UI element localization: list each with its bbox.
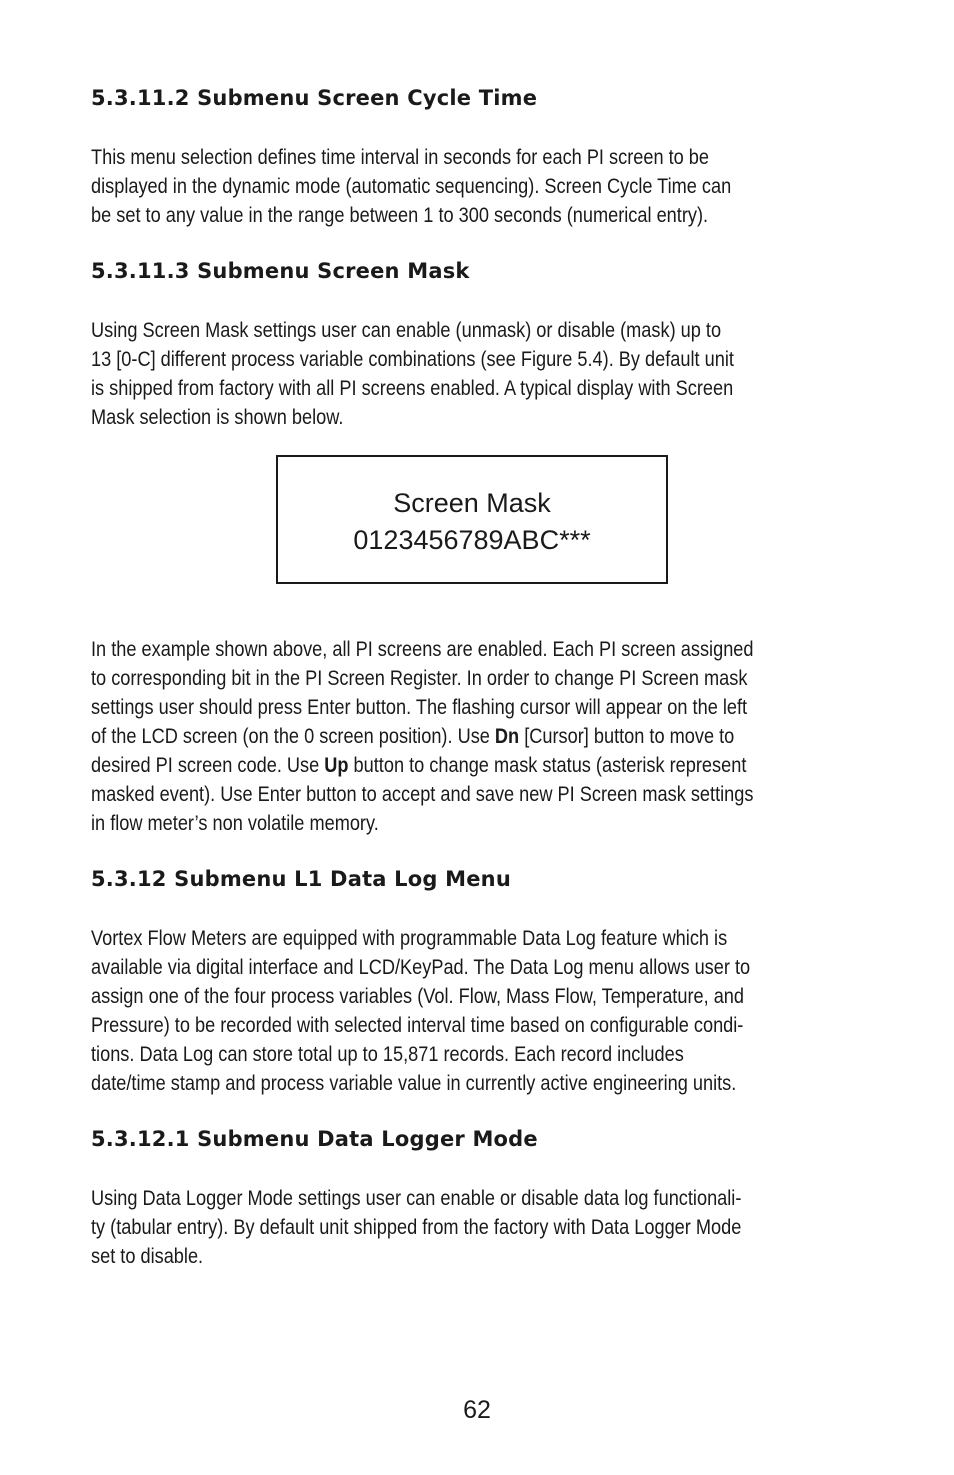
paragraph-data-log-menu	[91, 924, 865, 1098]
text-line: Using Data Logger Mode settings user can enable or disable data log functionali-	[91, 1186, 742, 1210]
text-line: Using Screen Mask settings user can enable (unmask) or disable (mask) up to	[91, 318, 722, 342]
paragraph-data-logger-mode	[91, 1184, 865, 1271]
lcd-display-example	[276, 455, 668, 584]
text-line	[91, 722, 745, 751]
text-line: In the example shown above, all PI screens are enabled. Each PI screen assigned	[91, 637, 754, 661]
section-heading-data-logger-mode: 5.3.12.1 Submenu Data Logger Mode	[91, 1127, 538, 1151]
text-fragment: button to change mask status (asterisk represent	[348, 753, 747, 777]
page-number: 62	[463, 1396, 491, 1424]
text-line: be set to any value in the range between 1 to 300 seconds (numerical entry).	[91, 203, 709, 227]
paragraph-screen-mask-intro	[91, 316, 865, 432]
text-fragment: of the LCD screen (on the 0 screen position). Use	[91, 724, 495, 748]
text-line: masked event). Use Enter button to accept and save new PI Screen mask settings	[91, 782, 754, 806]
lcd-line-mask-value: 0123456789ABC***	[353, 525, 591, 555]
text-line: set to disable.	[91, 1244, 204, 1268]
lcd-line-title: Screen Mask	[393, 488, 551, 518]
text-line: available via digital interface and LCD/KeyPad. The Data Log menu allows user to	[91, 955, 751, 979]
text-line: 13 [0-C] different process variable combinations (see Figure 5.4). By default unit	[91, 347, 734, 371]
paragraph-screen-mask-details	[91, 635, 865, 838]
text-line: is shipped from factory with all PI screens enabled. A typical display with Screen	[91, 376, 734, 400]
text-line: Mask selection is shown below.	[91, 405, 344, 429]
text-line: ty (tabular entry). By default unit shipped from the factory with Data Logger Mode	[91, 1215, 742, 1239]
dn-button-reference: Dn	[494, 724, 520, 748]
paragraph-screen-cycle-time	[91, 143, 865, 230]
text-line: assign one of the four process variables (Vol. Flow, Mass Flow, Temperature, and	[91, 984, 745, 1008]
text-fragment: desired PI screen code. Use	[91, 753, 325, 777]
text-line: date/time stamp and process variable value in currently active engineering units.	[91, 1071, 737, 1095]
text-line: settings user should press Enter button. The flashing cursor will appear on the left	[91, 695, 748, 719]
text-line	[91, 751, 745, 780]
text-line: tions. Data Log can store total up to 15,871 records. Each record includes	[91, 1042, 684, 1066]
text-line: Pressure) to be recorded with selected interval time based on configurable condi-	[91, 1013, 744, 1037]
section-heading-screen-cycle-time: 5.3.11.2 Submenu Screen Cycle Time	[91, 86, 538, 110]
text-line: in flow meter’s non volatile memory.	[91, 811, 379, 835]
section-heading-screen-mask: 5.3.11.3 Submenu Screen Mask	[91, 259, 470, 283]
text-line: This menu selection defines time interval in seconds for each PI screen to be	[91, 145, 710, 169]
section-heading-data-log-menu: 5.3.12 Submenu L1 Data Log Menu	[91, 867, 511, 891]
text-line: displayed in the dynamic mode (automatic sequencing). Screen Cycle Time can	[91, 174, 732, 198]
text-line: Vortex Flow Meters are equipped with programmable Data Log feature which is	[91, 926, 728, 950]
text-line: to corresponding bit in the PI Screen Register. In order to change PI Screen mask	[91, 666, 748, 690]
text-fragment: [Cursor] button to move to	[519, 724, 735, 748]
up-button-reference: Up	[324, 753, 349, 777]
